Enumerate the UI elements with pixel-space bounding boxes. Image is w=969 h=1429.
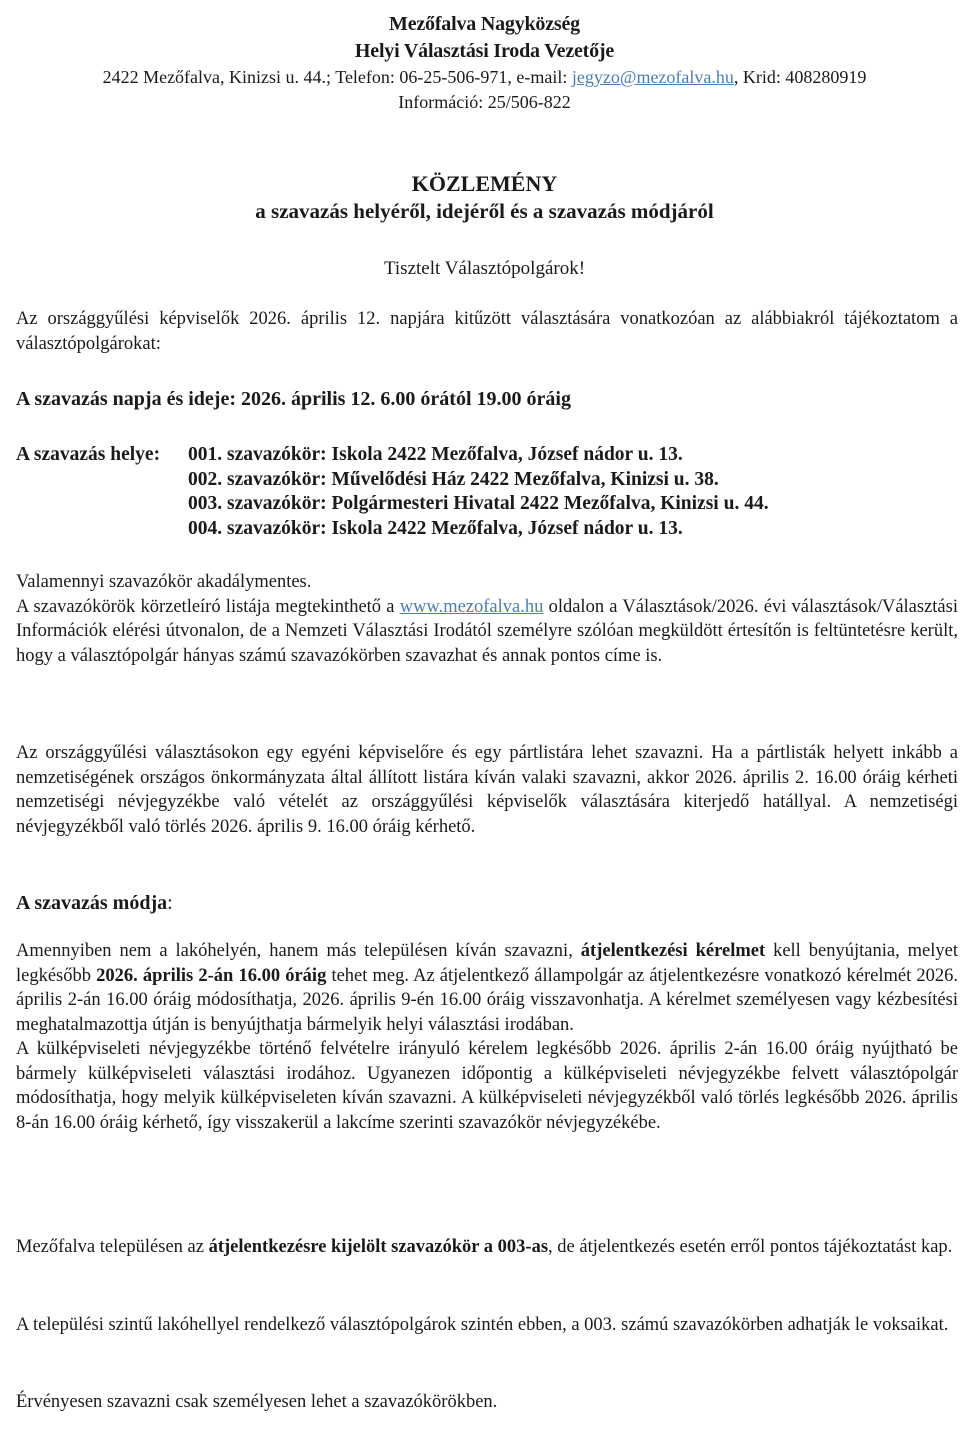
- contact-suffix: , Krid: 408280919: [733, 67, 867, 87]
- transfer-request-text: [16, 939, 958, 1037]
- accessibility-paragraph: [16, 570, 958, 668]
- bold-span: átjelentkezési kérelmet: [580, 941, 766, 961]
- district-info-prefix: A szavazókörök körzetleíró listája megtekinthető a: [16, 596, 400, 617]
- info-line: Információ: 25/506-822: [398, 92, 571, 112]
- foreign-representation-text: A külképviseleti névjegyzékbe történő felvételre irányuló kérelem legkésőbb 2026. április 2-án 16.00 óráig nyújtható be bármely külképviseleti választási irodához. Ugyanezen időpontig a külképviseleti névjegyzékbe felvett választópolgár módosíthatja, hogy melyik külképviseleten kíván szavazni. A külképviseleti névjegyzékből való törlés legkésőbb 2026. április 8-án 16.00 óráig kérhető, így visszakerül a lakcíme szerinti szavazókör névjegyzékébe.: [16, 1039, 958, 1133]
- accessibility-line: Valamennyi szavazókör akadálymentes.: [16, 572, 312, 592]
- polling-station: 001. szavazókör: Iskola 2422 Mezőfalva, József nádor u. 13.: [188, 444, 683, 465]
- text-span: Mezőfalva településen az: [16, 1237, 209, 1257]
- text-span: Amennyiben nem a lakóhelyén, hanem más településen kíván szavazni,: [16, 941, 581, 961]
- polling-station: 003. szavazókör: Polgármesteri Hivatal 2422 Mezőfalva, Kinizsi u. 44.: [188, 493, 769, 514]
- document-title: KÖZLEMÉNY: [411, 171, 558, 196]
- intro-text: Az országgyűlési képviselők 2026. április 12. napjára kitűzött választására vonatkozóan az alábbiakról tájékoztatom a választópolgárokat:: [16, 309, 958, 354]
- polling-station: 004. szavazókör: Iskola 2422 Mezőfalva, József nádor u. 13.: [188, 517, 683, 539]
- designated-station-paragraph: [16, 1235, 958, 1260]
- method-heading-colon: :: [167, 892, 173, 914]
- voting-places: [16, 443, 769, 541]
- intro-paragraph: [16, 307, 958, 356]
- contact-line: [0, 67, 969, 88]
- polling-station-row: [16, 443, 769, 468]
- email-link[interactable]: jegyzo@mezofalva.hu: [571, 67, 734, 87]
- polling-station-row: [16, 492, 769, 517]
- nationality-text: Az országgyűlési választásokon egy egyéni képviselőre és egy pártlistára lehet szavazni. Ha a pártlisták helyett inkább a nemzetiségének országos önkormányzata által állított listára kíván valaki szavazni, akkor 2026. április 2. 16.00 óráig kérheti nemzetiségi névjegyzékbe való vételét az országgyűlési képviselők választására kiterjedő hatállyal. A nemzetiségi névjegyzékből való törlés 2026. április 9. 16.00 óráig kérhető.: [16, 743, 958, 837]
- website-link[interactable]: www.mezofalva.hu: [399, 596, 544, 617]
- method-paragraph: [16, 939, 958, 1135]
- designated-station-text: [16, 1235, 958, 1260]
- bold-span: átjelentkezésre kijelölt szavazókör a 003-as: [208, 1237, 549, 1257]
- district-info-suffix: oldalon a Választások/2026. évi választások/Választási Információk elérési útvonalon, de a Nemzeti Választási Irodától személyre szólóan megküldött értesítőn is feltüntetésre került, hogy a választópolgár hányas számú szavazókörben szavazhat és annak pontos címe is.: [16, 596, 958, 666]
- bold-span: 2026. április 2-án 16.00 óráig: [96, 965, 327, 986]
- text-span: , de átjelentkezés esetén erről pontos tájékoztatást kap.: [548, 1237, 953, 1257]
- polling-station: 002. szavazókör: Művelődési Ház 2422 Mezőfalva, Kinizsi u. 38.: [188, 468, 719, 490]
- polling-station-row: [16, 517, 769, 542]
- local-residents-paragraph: [16, 1313, 958, 1338]
- district-list-info: [16, 595, 958, 669]
- method-heading: [16, 892, 173, 915]
- polling-station-row: [16, 468, 769, 493]
- text-span: tehet meg. Az átjelentkező állampolgár az átjelentkezésre vonatkozó kérelmét 2026. április 2-án 16.00 óráig módosíthatja, 2026. április 9-én 16.00 óráig visszavonhatja. A kérelmet személyesen vagy kézbesítési meghatalmazottja útján is benyújthatja bármelyik helyi választási irodában.: [16, 965, 959, 1035]
- text-span: kell benyújtania, melyet legkésőbb: [16, 941, 959, 986]
- voting-time: A szavazás napja és ideje: 2026. április 12. 6.00 órától 19.00 óráig: [16, 388, 571, 410]
- office-name: Helyi Választási Iroda Vezetője: [354, 40, 615, 62]
- voting-place-label: A szavazás helye:: [16, 444, 161, 465]
- closing-text: Érvényesen szavazni csak személyesen lehet a szavazókörökben.: [16, 1392, 498, 1412]
- greeting: Tisztelt Választópolgárok!: [383, 258, 586, 279]
- closing-paragraph: [16, 1390, 958, 1415]
- method-heading-text: A szavazás módja: [16, 892, 168, 914]
- org-name: Mezőfalva Nagyközség: [389, 13, 580, 35]
- contact-prefix: 2422 Mezőfalva, Kinizsi u. 44.; Telefon: 06-25-506-971, e-mail:: [102, 67, 572, 87]
- nationality-paragraph: [16, 741, 958, 839]
- document-subtitle: a szavazás helyéről, idejéről és a szavazás módjáról: [255, 199, 714, 223]
- local-residents-text: A települési szintű lakóhellyel rendelkező választópolgárok szintén ebben, a 003. számú szavazókörben adhatják le voksaikat.: [16, 1315, 949, 1335]
